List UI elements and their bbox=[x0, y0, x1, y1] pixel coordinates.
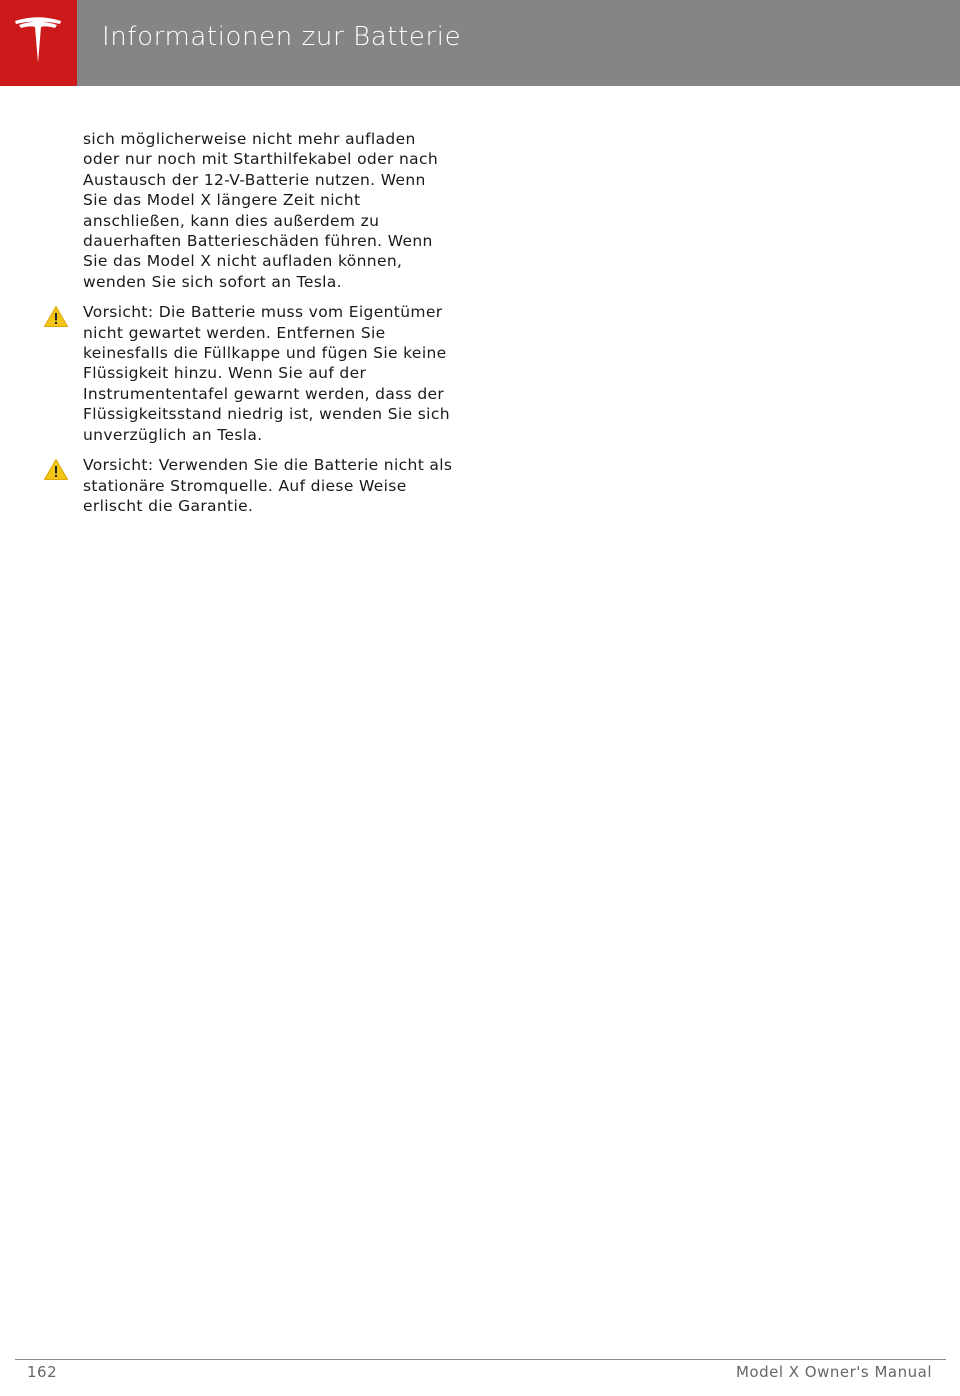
footer-divider bbox=[15, 1359, 946, 1360]
main-content bbox=[83, 129, 453, 526]
page-number: 162 bbox=[27, 1363, 58, 1381]
body-paragraph: sich möglicherweise nicht mehr aufladen oder nur noch mit Starthilfekabel oder nach Austausch der 12-V-Batterie nutzen. Wenn Sie das Model X längere Zeit nicht anschließen, kann dies außerdem zu dauerhaften Batterieschäden führen. Wenn Sie das Model X nicht aufladen können, wenden Sie sich sofort an Tesla. bbox=[83, 130, 439, 291]
logo-box bbox=[0, 0, 77, 86]
page-title: Informationen zur Batterie bbox=[102, 22, 462, 52]
manual-title: Model X Owner's Manual bbox=[735, 1363, 932, 1381]
tesla-logo-icon bbox=[14, 17, 62, 67]
page-header bbox=[0, 0, 960, 86]
caution-text: Vorsicht: Verwenden Sie die Batterie nicht als stationäre Stromquelle. Auf diese Weise erlischt die Garantie. bbox=[83, 456, 453, 515]
caution-block bbox=[83, 302, 453, 445]
warning-icon bbox=[43, 458, 69, 481]
warning-icon bbox=[43, 305, 69, 328]
caution-text: Vorsicht: Die Batterie muss vom Eigentümer nicht gewartet werden. Entfernen Sie keinesfalls die Füllkappe und fügen Sie keine Flüssigkeit hinzu. Wenn Sie auf der Instrumententafel gewarnt werden, dass der Flüssigkeitsstand niedrig ist, wenden Sie sich unverzüglich an Tesla. bbox=[83, 303, 450, 444]
caution-block bbox=[83, 455, 453, 516]
